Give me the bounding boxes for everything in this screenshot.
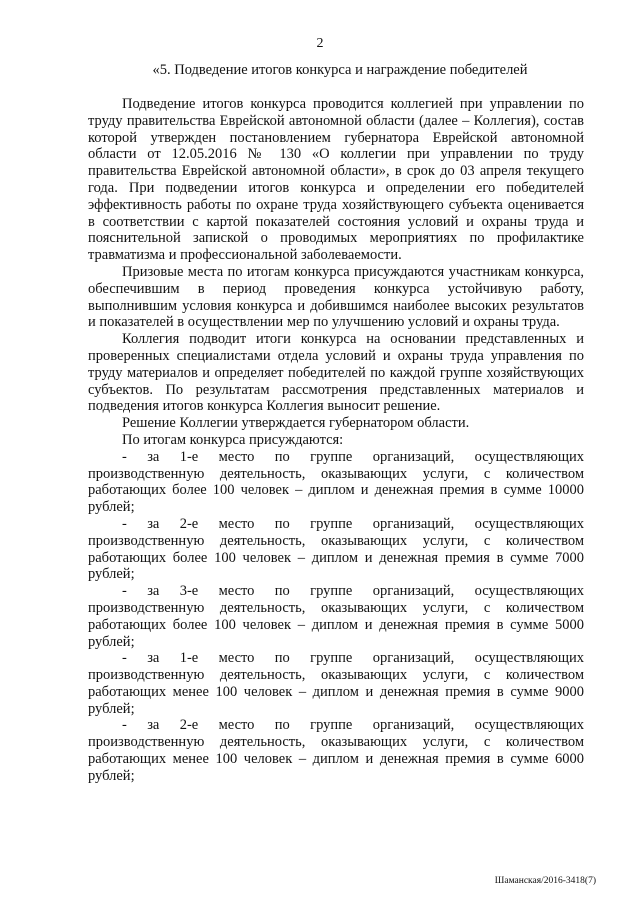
section-heading: «5. Подведение итогов конкурса и награждение победителей	[152, 62, 528, 78]
award-item: - за 1-е место по группе организаций, осуществляющих производственную деятельность, оказывающих услуги, с количеством работающих более 100 человек – диплом и денежная премия в сумме 10000 рублей;	[88, 448, 584, 516]
paragraph-decision: Решение Коллегии утверждается губернатором области.	[122, 415, 470, 432]
document-body	[88, 96, 584, 785]
award-item: - за 1-е место по группе организаций, осуществляющих производственную деятельность, оказывающих услуги, с количеством работающих менее 100 человек – диплом и денежная премия в сумме 9000 рублей;	[88, 650, 584, 717]
award-item: - за 3-е место по группе организаций, осуществляющих производственную деятельность, оказывающих услуги, с количеством работающих более 100 человек – диплом и денежная премия в сумме 5000 рублей;	[88, 583, 584, 650]
award-item: - за 2-е место по группе организаций, осуществляющих производственную деятельность, оказывающих услуги, с количеством работающих более 100 человек – диплом и денежная премия в сумме 7000 рублей;	[88, 515, 584, 583]
paragraph-intro: Подведение итогов конкурса проводится коллегией при управлении по труду правительства Еврейской автономной области (далее – Коллегия), состав которой утвержден постановлением губернатора Еврейской автономной области от 12.05.2016 № 130 «О коллегии при управлении по труду правительства Еврейской автономной области», в срок до 03 апреля текущего года. При подведении итогов конкурса и определении его победителей эффективность работы по охране труда хозяйствующего субъекта оценивается в соответствии с картой показателей состояния условий и охраны труда и пояснительной запиской о проводимых мероприятиях по профилактике травматизма и профессиональной заболеваемости.	[88, 96, 584, 264]
paragraph-prizes: Призовые места по итогам конкурса присуждаются участникам конкурса, обеспечившим в период проведения конкурса устойчивую работу, выполнившим условия конкурса и добившимся наиболее высоких результатов и показателей в осуществлении мер по улучшению условий и охраны труда.	[88, 263, 584, 331]
award-item: - за 2-е место по группе организаций, осуществляющих производственную деятельность, оказывающих услуги, с количеством работающих менее 100 человек – диплом и денежная премия в сумме 6000 рублей;	[88, 717, 584, 784]
footer-code: Шаманская/2016-3418(7)	[494, 876, 596, 886]
page-number: 2	[316, 36, 324, 51]
paragraph-awards-lead: По итогам конкурса присуждаются:	[122, 431, 344, 448]
paragraph-collegium: Коллегия подводит итоги конкурса на основании представленных и проверенных специалистами отдела условий и охраны труда управления по труду материалов и определяет победителей по каждой группе хозяйствующих субъектов. По результатам рассмотрения представленных материалов и подведения итогов конкурса Коллегия выносит решение.	[88, 331, 584, 415]
